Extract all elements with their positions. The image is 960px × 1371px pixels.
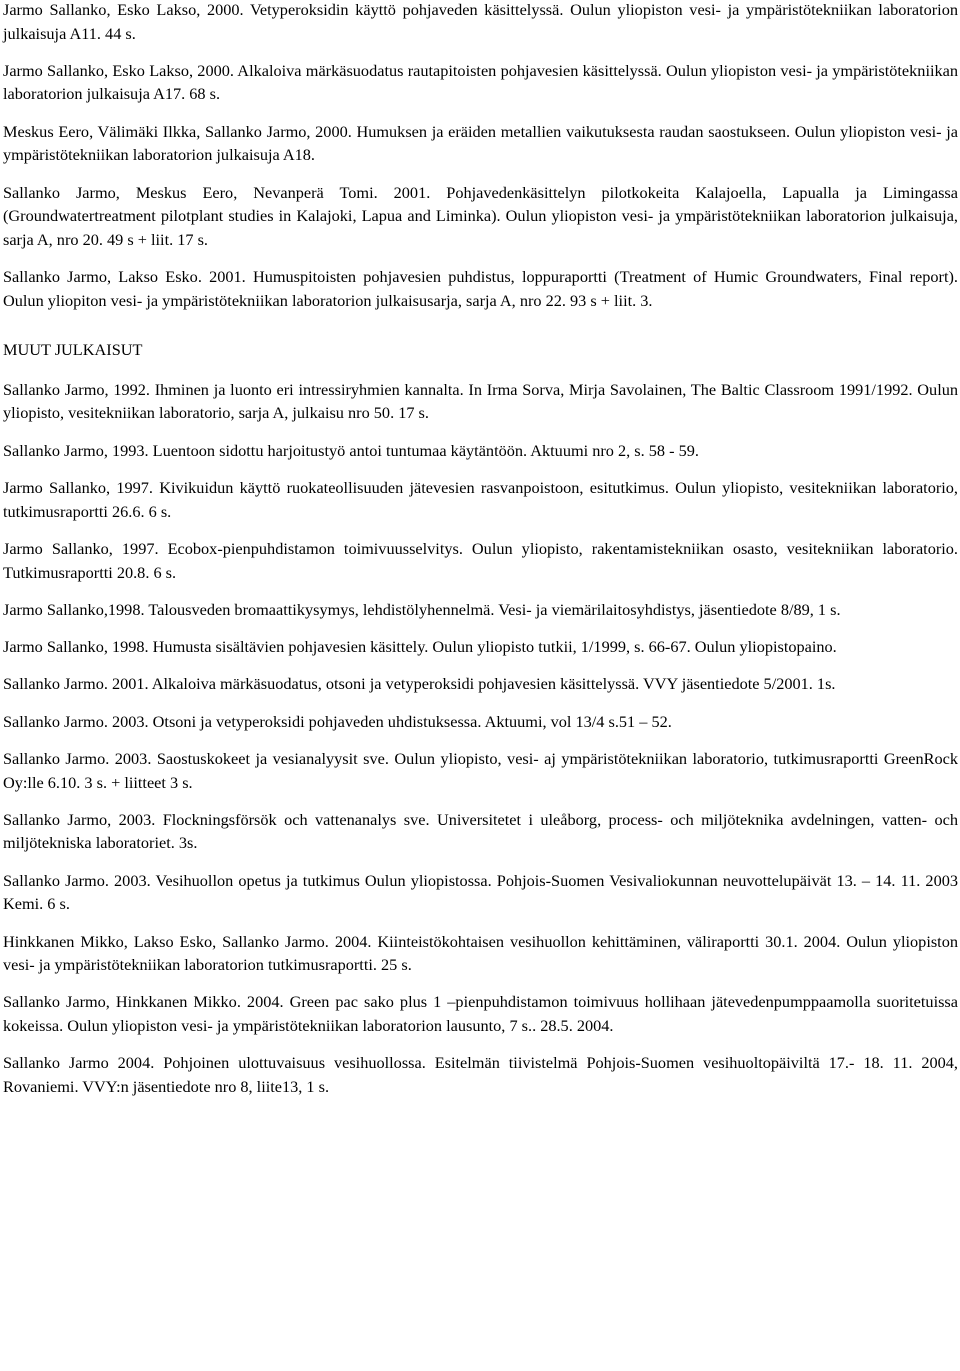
reference-entry: Jarmo Sallanko, Esko Lakso, 2000. Vetyperoksidin käyttö pohjaveden käsittelyssä. Oulun yliopiston vesi- ja ympäristötekniikan laboratorion julkaisuja A11. 44 s. bbox=[3, 0, 958, 43]
reference-entry: Sallanko Jarmo, Hinkkanen Mikko. 2004. Green pac sako plus 1 –pienpuhdistamon toimivuus hollihaan jätevedenpumppaamolla suoritetuissa kokeissa. Oulun yliopiston vesi- ja ympäristötekniikan laboratorion lausunto, 7 s.. 28.5. 2004. bbox=[3, 992, 958, 1035]
reference-entry: Jarmo Sallanko, 1998. Humusta sisältävien pohjavesien käsittely. Oulun yliopisto tutkii, 1/1999, s. 66-67. Oulun yliopistopaino. bbox=[3, 637, 837, 657]
reference-entry: Sallanko Jarmo 2004. Pohjoinen ulottuvaisuus vesihuollossa. Esitelmän tiivistelmä Pohjois-Suomen vesihuoltopäiviltä 17.- 18. 11. 2004, Rovaniemi. VVY:n jäsentiedote nro 8, liite13, 1 s. bbox=[3, 1053, 958, 1096]
reference-entry: Meskus Eero, Välimäki Ilkka, Sallanko Jarmo, 2000. Humuksen ja eräiden metallien vaikutuksesta raudan saostukseen. Oulun yliopiston vesi- ja ympäristötekniikan laboratorion julkaisuja A18. bbox=[3, 121, 958, 165]
section-heading-other-publications: MUUT JULKAISUT bbox=[3, 340, 143, 360]
reference-entry: Sallanko Jarmo, 1992. Ihminen ja luonto eri intressiryhmien kannalta. In Irma Sorva, Mirja Savolainen, The Baltic Classroom 1991/1992. Oulun yliopisto, vesitekniikan laboratorio, sarja A, julkaisu nro 50. 17 s. bbox=[3, 379, 958, 423]
reference-entry: Sallanko Jarmo, 1993. Luentoon sidottu harjoitustyö antoi tuntumaa käytäntöön. Aktuumi nro 2, s. 58 - 59. bbox=[3, 440, 699, 460]
reference-list-other-publications bbox=[3, 378, 958, 1099]
reference-entry: Sallanko Jarmo, Meskus Eero, Nevanperä Tomi. 2001. Pohjavedenkäsittelyn pilotkokeita Kalajoella, Lapualla ja Limingassa (Groundwatertreatment pilotplant studies in Kalajoki, Lapua and Liminka). Oulun yliopiston vesi- ja ympäristötekniikan laboratorion julkaisuja, sarja A, nro 20. 49 s + liit. 17 s. bbox=[3, 182, 958, 249]
reference-entry: Sallanko Jarmo. 2001. Alkaloiva märkäsuodatus, otsoni ja vetyperoksidi pohjavesien käsittelyssä. VVY jäsentiedote 5/2001. 1s. bbox=[3, 674, 836, 694]
reference-entry: Hinkkanen Mikko, Lakso Esko, Sallanko Jarmo. 2004. Kiinteistökohtaisen vesihuollon kehittäminen, väliraportti 30.1. 2004. Oulun yliopiston vesi- ja ympäristötekniikan laboratorion tutkimusraportti. 25 s. bbox=[3, 931, 958, 975]
reference-entry: Sallanko Jarmo, 2003. Flockningsförsök och vattenanalys sve. Universitetet i uleåborg, process- och miljöteknika avdelningen, vatten- och miljötekniska laboratoriet. 3s. bbox=[3, 809, 958, 853]
reference-entry: Sallanko Jarmo, Lakso Esko. 2001. Humuspitoisten pohjavesien puhdistus, loppuraportti (Treatment of Humic Groundwaters, Final report). Oulun yliopiton vesi- ja ympäristötekniikan laboratorion julkaisusarja, sarja A, nro 22. 93 s + liit. 3. bbox=[3, 267, 958, 310]
reference-entry: Sallanko Jarmo. 2003. Otsoni ja vetyperoksidi pohjaveden uhdistuksessa. Aktuumi, vol 13/4 s.51 – 52. bbox=[3, 711, 672, 731]
reference-entry: Jarmo Sallanko, 1997. Kivikuidun käyttö ruokateollisuuden jätevesien rasvanpoistoon, esitutkimus. Oulun yliopisto, vesitekniikan laboratorio, tutkimusraportti 26.6. 6 s. bbox=[3, 478, 958, 521]
reference-entry: Sallanko Jarmo. 2003. Vesihuollon opetus ja tutkimus Oulun yliopistossa. Pohjois-Suomen Vesivaliokunnan neuvottelupäivät 13. – 14. 11. 2003 Kemi. 6 s. bbox=[3, 870, 958, 914]
reference-list-publications bbox=[3, 0, 958, 312]
reference-entry: Jarmo Sallanko, Esko Lakso, 2000. Alkaloiva märkäsuodatus rautapitoisten pohjavesien käsittelyssä. Oulun yliopiston vesi- ja ympäristötekniikan laboratorion julkaisuja A17. 68 s. bbox=[3, 60, 958, 104]
reference-entry: Sallanko Jarmo. 2003. Saostuskokeet ja vesianalyysit sve. Oulun yliopisto, vesi- aj ympäristötekniikan laboratorio, tutkimusraportti GreenRock Oy:lle 6.10. 3 s. + liitteet 3 s. bbox=[3, 748, 958, 792]
reference-entry: Jarmo Sallanko,1998. Talousveden bromaattikysymys, lehdistölyhennelmä. Vesi- ja viemärilaitosyhdistys, jäsentiedote 8/89, 1 s. bbox=[3, 599, 841, 619]
reference-entry: Jarmo Sallanko, 1997. Ecobox-pienpuhdistamon toimivuusselvitys. Oulun yliopisto, rakentamistekniikan osasto, vesitekniikan laboratorio. Tutkimusraportti 20.8. 6 s. bbox=[3, 538, 958, 582]
